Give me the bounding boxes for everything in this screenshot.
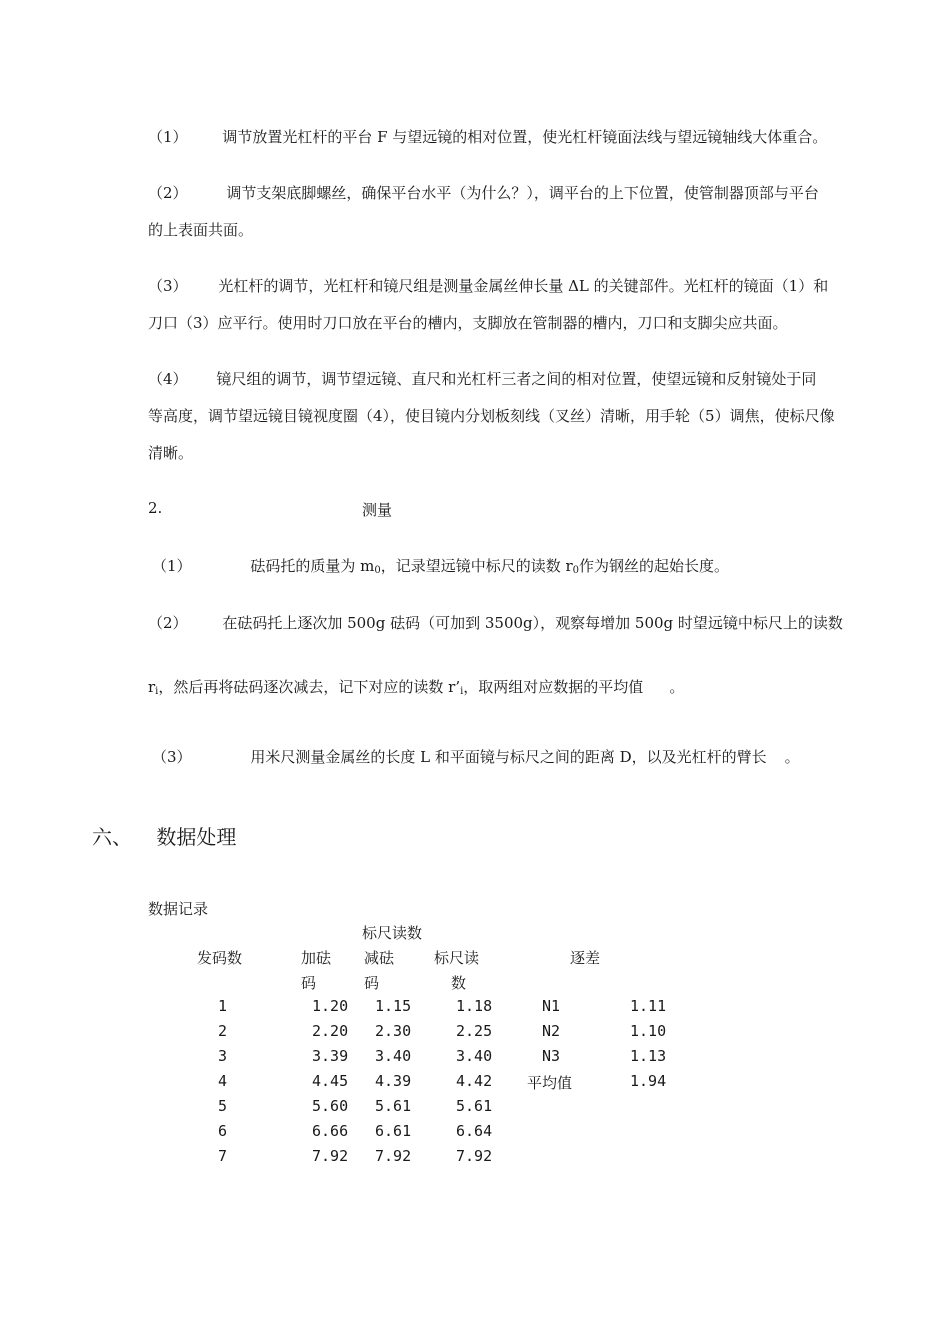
item-text: 镜尺组的调节，调节望远镜、直尺和光杠杆三者之间的相对位置，使望远镜和反射镜处于同 — [216, 370, 817, 388]
setup-item-4 — [148, 368, 816, 389]
cell-sub: 1.15 — [375, 997, 412, 1015]
cell-count: 1 — [218, 997, 228, 1015]
cell-add: 6.66 — [312, 1122, 349, 1140]
measure-item-2-line2 — [148, 676, 684, 697]
item-text: 光杠杆的调节，光杠杆和镜尺组是测量金属丝伸长量 ΔL 的关键部件。光杠杆的镜面（1）和 — [218, 277, 829, 295]
item-text-b: ，然后再将砝码逐次减去，记下对应的读数 r’ — [158, 678, 461, 696]
section-6-heading — [92, 821, 236, 850]
cell-diff-label: N1 — [542, 997, 561, 1015]
measure-section-number: 2. — [148, 499, 163, 517]
cell-avg: 7.92 — [456, 1147, 493, 1165]
cell-count: 2 — [218, 1022, 228, 1040]
item-number: （3） — [148, 277, 188, 295]
cell-avg: 4.42 — [456, 1072, 493, 1090]
setup-item-2-line2: 的上表面共面。 — [148, 221, 254, 239]
item-text-c: 作为钢丝的起始长度。 — [579, 557, 730, 575]
subscript: 0 — [572, 565, 580, 576]
cell-count: 4 — [218, 1072, 228, 1090]
cell-add: 1.20 — [312, 997, 349, 1015]
cell-diff-value: 1.94 — [630, 1072, 667, 1090]
subscript: 0 — [374, 565, 381, 576]
measure-item-3 — [152, 746, 800, 767]
cell-sub: 2.30 — [375, 1022, 412, 1040]
cell-add: 3.39 — [312, 1047, 349, 1065]
item-number: （1） — [152, 557, 192, 575]
cell-count: 6 — [218, 1122, 228, 1140]
cell-add: 7.92 — [312, 1147, 349, 1165]
setup-item-4-line3: 清晰。 — [148, 444, 194, 462]
cell-add: 2.20 — [312, 1022, 349, 1040]
item-text-c: ，取两组对应数据的平均值 — [463, 678, 644, 696]
item-number: （4） — [148, 370, 188, 388]
col-header-add: 加砝 — [301, 949, 332, 967]
period: 。 — [784, 748, 800, 766]
col-header-avg-2: 数 — [451, 974, 467, 992]
setup-item-1 — [148, 126, 827, 147]
item-number: （3） — [152, 748, 192, 766]
cell-count: 7 — [218, 1147, 228, 1165]
item-number: （2） — [148, 184, 188, 202]
cell-diff-value: 1.10 — [630, 1022, 667, 1040]
col-header-sub: 减砝 — [364, 949, 395, 967]
setup-item-4-line2: 等高度，调节望远镜目镜视度圈（4），使目镜内分划板刻线（叉丝）清晰，用手轮（5）调焦，使标尺像 — [148, 407, 835, 425]
item-text: 用米尺测量金属丝的长度 L 和平面镜与标尺之间的距离 D，以及光杠杆的臂长 — [250, 748, 767, 766]
col-header-add-2: 码 — [301, 974, 317, 992]
cell-diff-value: 1.11 — [630, 997, 667, 1015]
setup-item-3 — [148, 275, 828, 296]
measure-item-1 — [152, 555, 729, 576]
cell-diff-label: N3 — [542, 1047, 561, 1065]
col-header-sub-2: 码 — [364, 974, 380, 992]
cell-sub: 7.92 — [375, 1147, 412, 1165]
cell-diff-label: N2 — [542, 1022, 561, 1040]
item-text: 调节放置光杠杆的平台 F 与望远镜的相对位置，使光杠杆镜面法线与望远镜轴线大体重合。 — [222, 128, 828, 146]
col-header-count: 发码数 — [197, 949, 243, 967]
cell-avg: 5.61 — [456, 1097, 493, 1115]
subscript: i — [460, 686, 464, 697]
col-header-diff: 逐差 — [570, 949, 601, 967]
cell-count: 3 — [218, 1047, 228, 1065]
col-header-avg: 标尺读 — [434, 949, 480, 967]
measure-item-2 — [148, 612, 843, 633]
setup-item-3-line2: 刀口（3）应平行。使用时刀口放在平台的槽内，支脚放在管制器的槽内，刀口和支脚尖应共面。 — [148, 314, 788, 332]
item-text: 调节支架底脚螺丝，确保平台水平（为什么？），调平台的上下位置，使管制器顶部与平台 — [226, 184, 819, 202]
item-text-a: 砝码托的质量为 m — [250, 557, 375, 575]
cell-avg: 3.40 — [456, 1047, 493, 1065]
cell-diff-label: 平均值 — [527, 1074, 573, 1092]
section-title: 数据处理 — [156, 825, 237, 849]
subscript: i — [155, 686, 159, 697]
cell-avg: 1.18 — [456, 997, 493, 1015]
cell-sub: 5.61 — [375, 1097, 412, 1115]
cell-avg: 6.64 — [456, 1122, 493, 1140]
cell-diff-value: 1.13 — [630, 1047, 667, 1065]
cell-sub: 6.61 — [375, 1122, 412, 1140]
cell-avg: 2.25 — [456, 1022, 493, 1040]
setup-item-2 — [148, 182, 819, 203]
cell-count: 5 — [218, 1097, 228, 1115]
period: 。 — [669, 678, 685, 696]
item-text-a: r — [148, 678, 156, 696]
cell-sub: 4.39 — [375, 1072, 412, 1090]
cell-sub: 3.40 — [375, 1047, 412, 1065]
section-number: 六、 — [92, 825, 132, 849]
item-text-b: ，记录望远镜中标尺的读数 r — [380, 557, 573, 575]
table-caption: 数据记录 — [148, 900, 209, 918]
item-text: 在砝码托上逐次加 500g 砝码（可加到 3500g），观察每增加 500g 时望远镜中标尺上的读数 — [222, 614, 843, 632]
cell-add: 4.45 — [312, 1072, 349, 1090]
item-number: （1） — [148, 128, 188, 146]
measure-section-title: 测量 — [362, 501, 393, 519]
cell-add: 5.60 — [312, 1097, 349, 1115]
table-group-header: 标尺读数 — [362, 924, 423, 942]
item-number: （2） — [148, 614, 188, 632]
